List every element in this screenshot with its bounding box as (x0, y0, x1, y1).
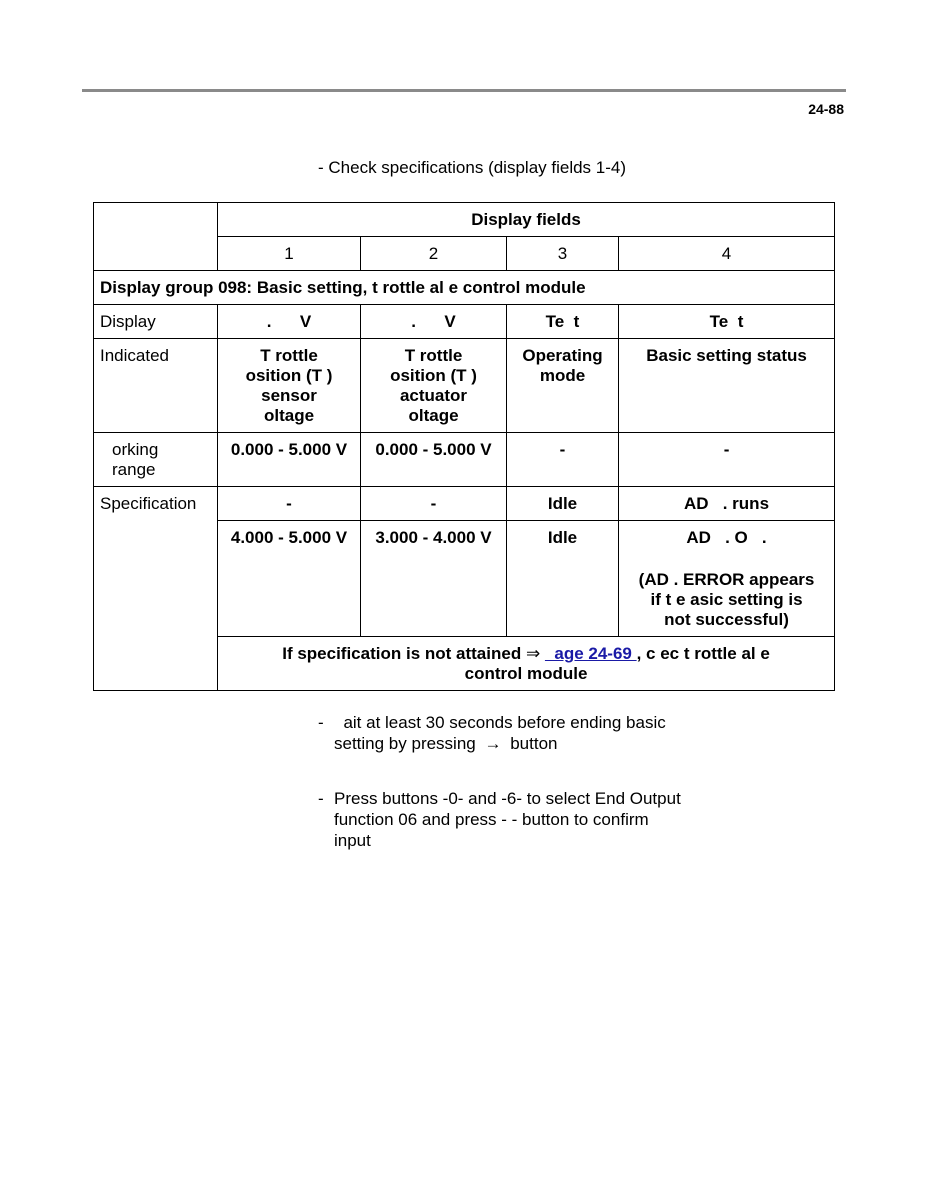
specification-table (93, 202, 835, 691)
display-cell-2: . V (361, 305, 507, 339)
step-wait-prefix: setting by pressing (334, 734, 476, 753)
right-arrow-icon: → (484, 734, 502, 753)
spec-cell-3: Idle (507, 487, 619, 521)
working-range-cell-4: - (619, 433, 835, 487)
footer-suffix: , c ec t rottle al e control module (464, 644, 770, 683)
working-range-cell-1: 0.000 - 5.000 V (218, 433, 361, 487)
spec-cell-4: AD . runs (619, 487, 835, 521)
footer-label-continuation (94, 637, 218, 691)
display-cell-1: . V (218, 305, 361, 339)
table-row (94, 339, 835, 433)
step-end-output-text: Press buttons -0- and -6- to select End Output function 06 and press - - button to confirm input (334, 789, 681, 850)
indicated-cell-3: Operating mode (507, 339, 619, 433)
working-range-cell-2: 0.000 - 5.000 V (361, 433, 507, 487)
step-wait-suffix: button (510, 734, 558, 753)
display-cell-4: Te t (619, 305, 835, 339)
step-wait-line1: ait at least 30 seconds before ending basic (334, 713, 666, 732)
indicated-cell-2: T rottle osition (T ) actuator oltage (361, 339, 507, 433)
empty-corner-cell (94, 203, 218, 271)
right-double-arrow-icon: ⇒ (525, 644, 541, 663)
spec2-status: AD . O . (686, 528, 767, 547)
spec-label-continuation (94, 521, 218, 637)
page-link[interactable]: age 24-69 (544, 644, 637, 663)
display-cell-3: Te t (507, 305, 619, 339)
row-label-working-range: orking range (94, 433, 218, 487)
table-row (94, 305, 835, 339)
row-label-display: Display (94, 305, 218, 339)
footer-prefix: If specification is not attained (282, 644, 522, 663)
indicated-cell-4: Basic setting status (619, 339, 835, 433)
header-rule (82, 89, 846, 92)
spec2-error-note: (AD . ERROR appears if t e asic setting is not successful) (638, 570, 815, 629)
field-number-1: 1 (218, 237, 361, 271)
row-label-specification: Specification (94, 487, 218, 521)
field-number-3: 3 (507, 237, 619, 271)
table-row (94, 637, 835, 691)
table-row (94, 487, 835, 521)
step-end-output (318, 788, 738, 851)
step-dash: - (318, 789, 324, 808)
spec2-cell-1: 4.000 - 5.000 V (218, 521, 361, 637)
table-row (94, 433, 835, 487)
intro-instruction: - Check specifications (display fields 1-4) (318, 158, 627, 177)
working-range-cell-3: - (507, 433, 619, 487)
table-header-row (94, 203, 835, 237)
display-fields-header: Display fields (218, 203, 835, 237)
page-number: 24-88 (808, 101, 844, 117)
group-title-row (94, 271, 835, 305)
step-wait-line2 (334, 733, 738, 754)
footer-cell (218, 637, 835, 691)
step-wait (318, 712, 738, 754)
table-row (94, 521, 835, 637)
spec-cell-2: - (361, 487, 507, 521)
step-dash: - (318, 713, 324, 732)
indicated-cell-1: T rottle osition (T ) sensor oltage (218, 339, 361, 433)
display-group-title: Display group 098: Basic setting, t rottle al e control module (94, 271, 835, 305)
field-number-4: 4 (619, 237, 835, 271)
spec2-cell-4 (619, 521, 835, 637)
field-number-2: 2 (361, 237, 507, 271)
spec2-cell-2: 3.000 - 4.000 V (361, 521, 507, 637)
row-label-indicated: Indicated (94, 339, 218, 433)
spec2-cell-3: Idle (507, 521, 619, 637)
spec-cell-1: - (218, 487, 361, 521)
